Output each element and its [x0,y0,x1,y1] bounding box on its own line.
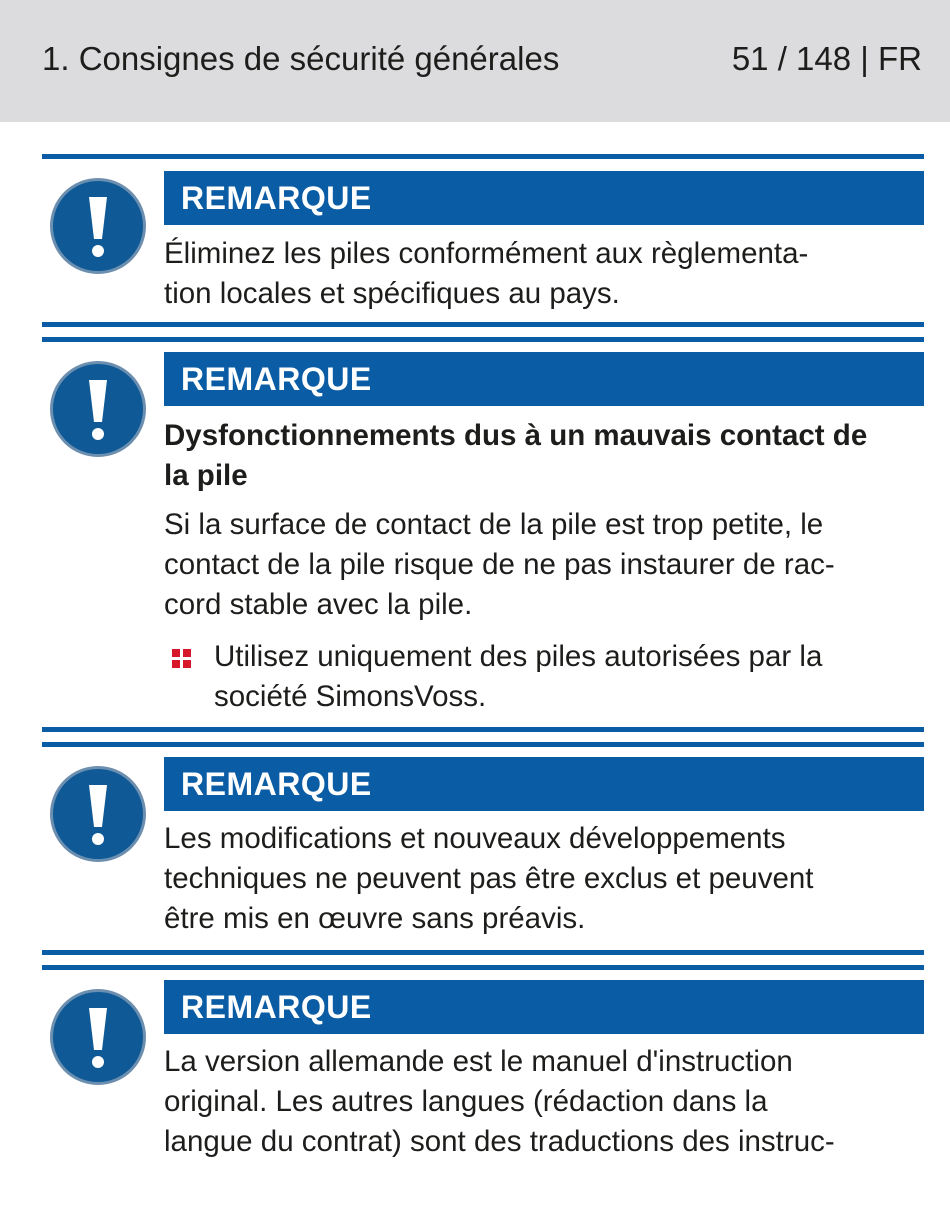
note-subheading: Dysfonctionnements dus à un mauvais contact de [164,419,868,452]
red-square-bullet-icon [172,649,192,669]
note-text [164,416,926,717]
top-rule [42,965,924,970]
bullet-text: Utilisez uniquement des piles autorisées par la [214,640,823,673]
text-line: contact de la pile risque de ne pas instaurer de rac- [164,548,835,581]
exclamation-icon [50,766,146,862]
text-line: langue du contrat) sont des traductions des instruc- [164,1125,835,1158]
exclamation-icon [50,361,146,457]
text-line: être mis en œuvre sans préavis. [164,902,586,935]
note-label: REMARQUE [164,757,924,811]
text-line: Si la surface de contact de la pile est trop petite, le [164,508,824,541]
note-text [164,1042,926,1162]
bullet-text: société SimonsVoss. [214,680,487,713]
note-label: REMARQUE [164,171,924,225]
top-rule [42,742,924,747]
exclamation-icon [50,178,146,274]
top-rule [42,337,924,342]
page-indicator: 51 / 148 | FR [731,40,922,77]
text-line: Éliminez les piles conformément aux règlementa- [164,237,809,270]
text-line: tion locales et spécifiques au pays. [164,277,620,310]
note-text [164,234,926,314]
exclamation-icon [50,989,146,1085]
section-title: 1. Consignes de sécurité générales [42,40,560,77]
text-line: original. Les autres langues (rédaction dans la [164,1085,768,1118]
note-subheading: la pile [164,459,248,492]
text-line: Les modifications et nouveaux développements [164,822,786,855]
note-label: REMARQUE [164,980,924,1034]
page-header [0,0,950,122]
note-text [164,819,926,939]
bottom-rule [42,950,924,955]
text-line: techniques ne peuvent pas être exclus et peuvent [164,862,814,895]
note-label: REMARQUE [164,352,924,406]
top-rule [42,154,924,159]
text-line: La version allemande est le manuel d'instruction [164,1045,793,1078]
bottom-rule [42,727,924,732]
bottom-rule [42,322,924,327]
text-line: cord stable avec la pile. [164,588,473,621]
bullet-item [164,637,926,717]
